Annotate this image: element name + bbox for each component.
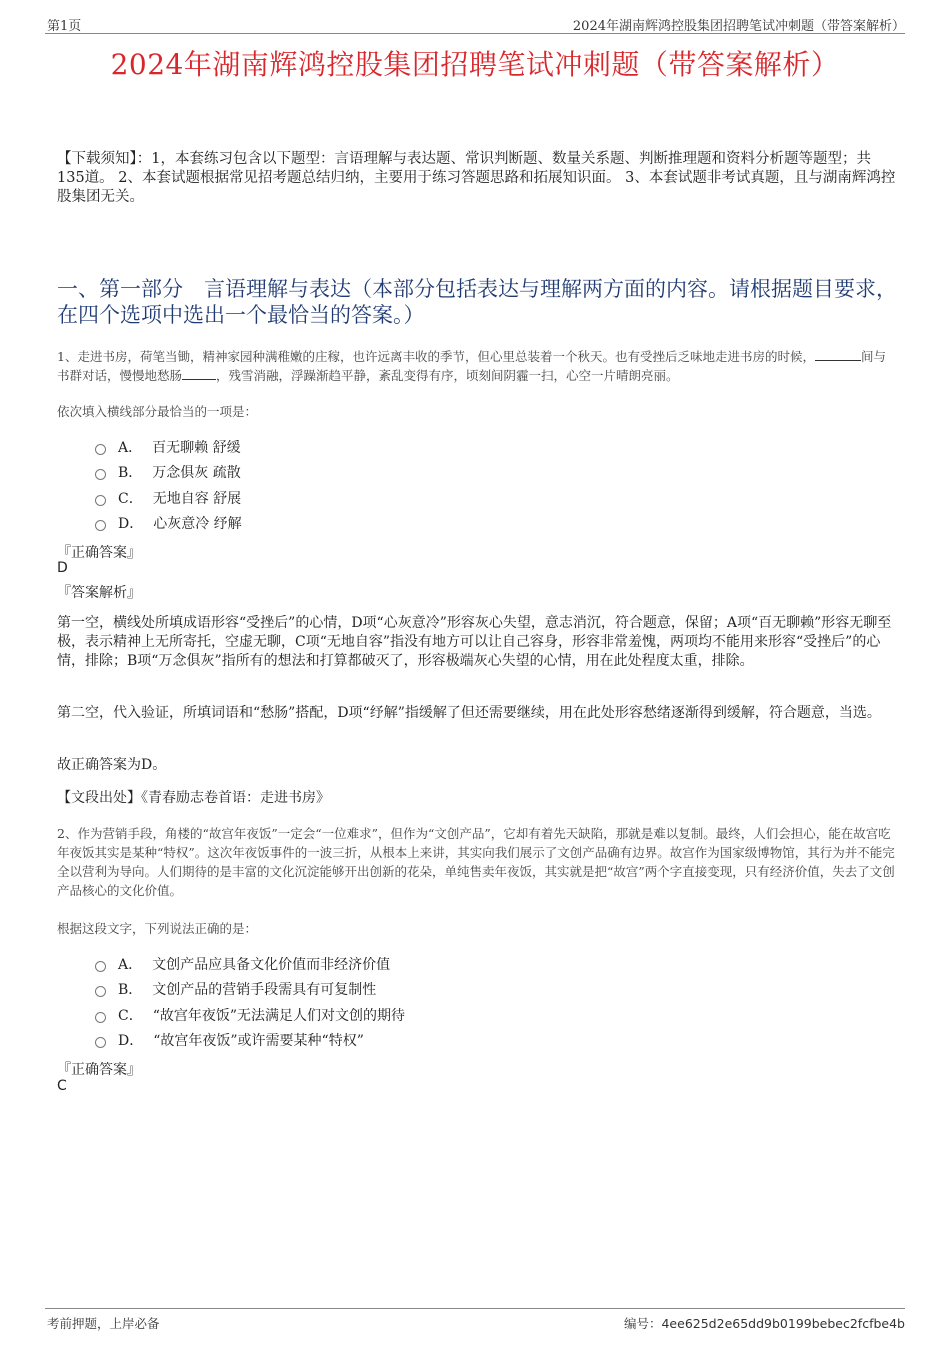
option-letter: D． — [118, 1033, 144, 1049]
question-1-source: 【文段出处】《青春励志卷首语：走进书房》 — [57, 790, 330, 806]
option-text: 万念俱灰 疏散 — [152, 465, 241, 481]
option-text: 百无聊赖 舒缓 — [152, 440, 241, 456]
question-1-analysis-paragraph-3: 故正确答案为D。 — [57, 757, 167, 773]
question-1-option-d[interactable] — [95, 513, 242, 533]
download-notice: 【下载须知】：1，本套练习包含以下题型：言语理解与表达题、常识判断题、数量关系题、判断推理题和资料分析题等题型；共135道。 2、本套试题根据常见招考题总结归纳，主要用于练习答题思路和拓展知识面。 3、本套试题非考试真题，且与湖南辉鸿控股集团无关。 — [57, 151, 896, 205]
document-code — [624, 1314, 905, 1332]
running-title: 2024年湖南辉鸿控股集团招聘笔试冲刺题（带答案解析） — [572, 19, 905, 34]
option-letter: D． — [118, 516, 144, 532]
question-1-stem-part-b: 间与书群对话，慢慢地愁肠 — [57, 349, 886, 383]
question-2-option-d[interactable] — [95, 1030, 364, 1050]
question-1-answer-label: 『正确答案』 — [57, 545, 141, 561]
question-1-stem-part-a: 1、走进书房，荷笔当锄，精神家园种满稚嫩的庄稼，也许远离丰收的季节，但心里总装着一个秋天。也有受挫后乏味地走进书房的时候， — [57, 349, 815, 364]
blank-1 — [815, 348, 861, 361]
radio-icon[interactable] — [95, 986, 106, 997]
question-2-stem: 2、作为营销手段，角楼的“故宫年夜饭”一定会“一位难求”，但作为“文创产品”，它却有着先天缺陷，那就是难以复制。最终，人们会担心，能在故宫吃年夜饭其实是某种“特权”。这次年夜饭事件的一波三折，从根本上来讲，其实向我们展示了文创产品确有边界。故宫作为国家级博物馆，其行为并不能完全以营利为导向。人们期待的是丰富的文化沉淀能够开出创新的花朵，单纯售卖年夜饭，其实就是把“故宫”两个字直接变现，只有经济价值，失去了文创产品核心的文化价值。 — [57, 826, 895, 898]
question-1-stem-part-c: ，残雪消融，浮躁渐趋平静，紊乱变得有序，顷刻间阴霾一扫，心空一片晴朗亮丽。 — [216, 368, 679, 383]
section-title: 一、第一部分 言语理解与表达（本部分包括表达与理解两方面的内容。请根据题目要求，在四个选项中选出一个最恰当的答案。） — [57, 277, 897, 327]
radio-icon[interactable] — [95, 469, 106, 480]
option-text: “故宫年夜饭”无法满足人们对文创的期待 — [152, 1008, 406, 1024]
question-1-answer: D — [57, 560, 68, 576]
question-2-option-c[interactable] — [95, 1005, 405, 1025]
radio-icon[interactable] — [95, 1012, 106, 1023]
page-number: 第1页 — [47, 19, 82, 34]
footer-slogan: 考前押题，上岸必备 — [47, 1316, 160, 1331]
document-title: 2024年湖南辉鸿控股集团招聘笔试冲刺题（带答案解析） — [110, 48, 840, 81]
option-letter: C． — [118, 1008, 143, 1024]
option-text: 文创产品应具备文化价值而非经济价值 — [152, 957, 391, 973]
option-letter: B． — [118, 982, 143, 998]
question-2-answer-label: 『正确答案』 — [57, 1062, 141, 1078]
radio-icon[interactable] — [95, 520, 106, 531]
radio-icon[interactable] — [95, 961, 106, 972]
radio-icon[interactable] — [95, 444, 106, 455]
option-text: “故宫年夜饭”或许需要某种“特权” — [153, 1033, 364, 1049]
document-code-value: 4ee625d2e65dd9b0199bebec2fcfbe4b — [661, 1316, 905, 1331]
option-text: 无地自容 舒展 — [152, 491, 242, 507]
question-1-option-c[interactable] — [95, 488, 241, 508]
option-text: 心灰意冷 纾解 — [153, 516, 242, 532]
question-1-analysis-paragraph-1: 第一空，横线处所填成语形容“受挫后”的心情，D项“心灰意冷”形容灰心失望，意志消沉，符合题意，保留；A项“百无聊赖”形容无聊至极，表示精神上无所寄托，空虚无聊，C项“无地自容”指没有地方可以让自己容身，形容非常羞愧，两项均不能用来形容“受挫后”的心情，排除；B项“万念俱灰”指所有的想法和打算都破灭了，形容极端灰心失望的心情，用在此处程度太重，排除。 — [57, 615, 892, 669]
option-letter: A． — [118, 440, 143, 456]
blank-2 — [182, 367, 216, 380]
radio-icon[interactable] — [95, 495, 106, 506]
option-letter: C． — [118, 491, 143, 507]
footer-divider — [45, 1308, 905, 1309]
question-2-option-a[interactable] — [95, 954, 390, 974]
question-1-stem — [57, 347, 895, 385]
option-letter: A． — [118, 957, 143, 973]
option-letter: B． — [118, 465, 143, 481]
question-2-prompt: 根据这段文字，下列说法正确的是： — [57, 921, 258, 936]
option-text: 文创产品的营销手段需具有可复制性 — [152, 982, 377, 998]
header-divider — [45, 33, 905, 34]
document-code-label: 编号： — [623, 1316, 662, 1331]
question-1-analysis-paragraph-2: 第二空，代入验证，所填词语和“愁肠”搭配，D项“纾解”指缓解了但还需要继续，用在此处形容愁绪逐渐得到缓解，符合题意，当选。 — [57, 705, 881, 721]
question-2-answer: C — [57, 1078, 67, 1094]
question-2-option-b[interactable] — [95, 979, 376, 999]
question-1-analysis-label: 『答案解析』 — [57, 585, 141, 601]
question-1-option-b[interactable] — [95, 462, 241, 482]
radio-icon[interactable] — [95, 1037, 106, 1048]
question-1-option-a[interactable] — [95, 437, 241, 457]
question-1-prompt: 依次填入横线部分最恰当的一项是： — [57, 404, 258, 419]
